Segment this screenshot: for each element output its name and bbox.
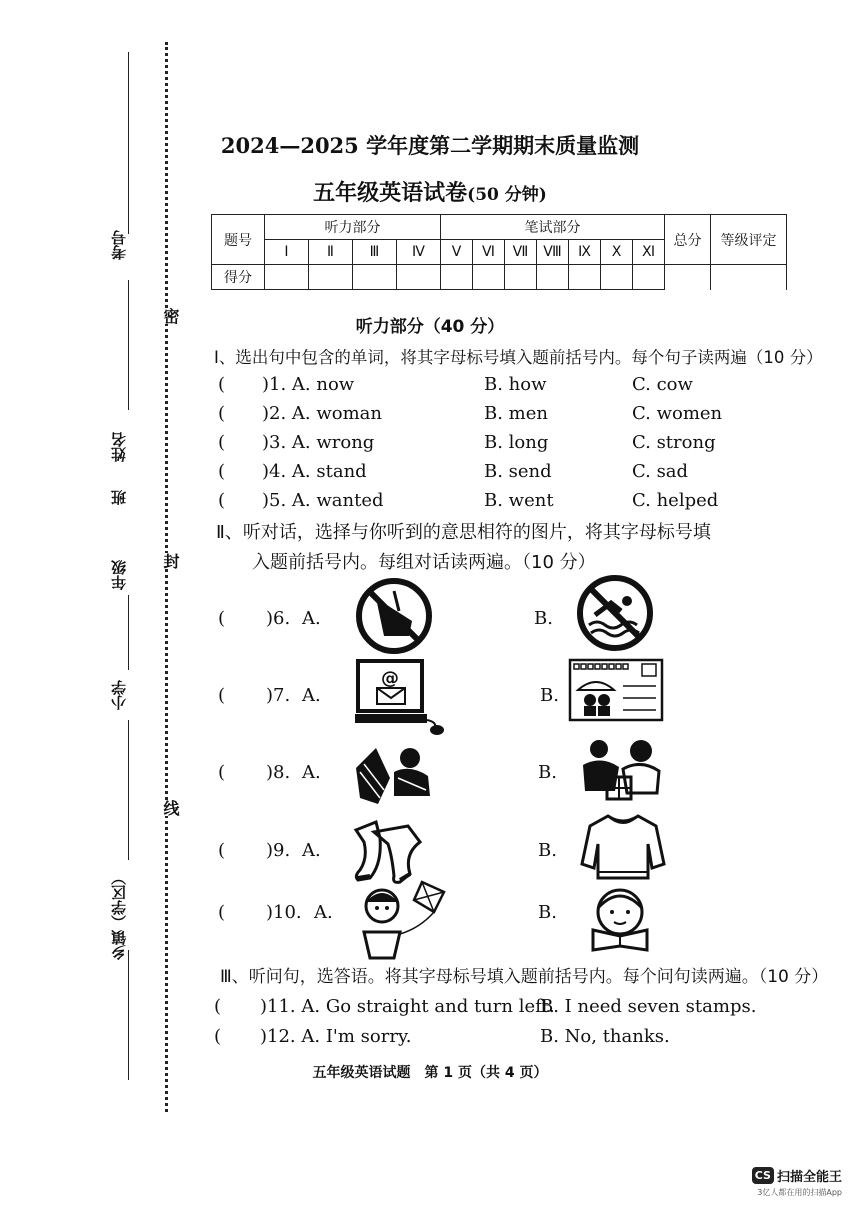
option-c: C. strong (632, 432, 716, 453)
option-b: B. No, thanks. (540, 1026, 670, 1047)
col-5: Ⅴ (441, 240, 473, 265)
option-a: )1. A. now (262, 374, 355, 395)
col-6: Ⅵ (473, 240, 505, 265)
score-cell[interactable] (601, 265, 633, 290)
score-row-label: 得分 (212, 265, 265, 290)
answer-paren[interactable]: ( (214, 996, 222, 1017)
col-1: Ⅰ (265, 240, 309, 265)
col-9: Ⅸ (569, 240, 601, 265)
scanner-watermark (752, 1165, 842, 1198)
page-footer: 五年级英语试题 第 1 页（共 4 页） (312, 1065, 548, 1081)
score-cell[interactable] (537, 265, 569, 290)
answer-paren[interactable]: ( (218, 432, 226, 453)
grade-label: 年级 (110, 560, 128, 590)
option-b: B. went (484, 490, 554, 511)
option-c: C. helped (632, 490, 719, 511)
col-3: Ⅲ (353, 240, 397, 265)
option-b-label: B. (538, 840, 557, 861)
seal-char-mi: 密 (161, 308, 180, 324)
answer-paren[interactable]: ( (218, 685, 226, 706)
answer-paren[interactable]: ( (218, 902, 226, 923)
no-swimming-icon (575, 573, 655, 653)
option-b-label: B. (534, 608, 553, 629)
postcard-icon (568, 658, 664, 722)
option-b: B. I need seven stamps. (540, 996, 757, 1017)
gifts-picture (575, 735, 665, 807)
exam-subtitle: 五年级英语试卷(50 分钟) (313, 180, 547, 206)
score-cell[interactable] (265, 265, 309, 290)
section2-instruction-line2: 入题前括号内。每组对话读两遍。（10 分） (252, 552, 596, 573)
option-a: )4. A. stand (262, 461, 367, 482)
question-number: )10. (266, 902, 302, 923)
class-label: 班 (110, 490, 128, 505)
section1-instruction: Ⅰ、选出句中包含的单词，将其字母标号填入题前括号内。每个句子读两遍（10 分） (214, 348, 823, 367)
score-cell[interactable] (569, 265, 601, 290)
answer-paren[interactable]: ( (218, 461, 226, 482)
answer-paren[interactable]: ( (218, 608, 226, 629)
col-7: Ⅶ (505, 240, 537, 265)
option-b: B. long (484, 432, 549, 453)
answer-paren[interactable]: ( (218, 374, 226, 395)
name-label: 姓名 (110, 432, 128, 462)
option-b: B. men (484, 403, 548, 424)
answer-paren[interactable]: ( (218, 762, 226, 783)
option-a-label: A. (314, 902, 333, 923)
township-label: 乡镇（学区） (110, 870, 128, 960)
binding-line (128, 720, 129, 860)
question-number: )8. (266, 762, 291, 783)
answer-paren[interactable]: ( (214, 1026, 222, 1047)
score-cell[interactable] (397, 265, 441, 290)
answer-paren[interactable]: ( (218, 840, 226, 861)
grade-cell[interactable] (711, 265, 787, 290)
question-number: )7. (266, 685, 291, 706)
option-b-label: B. (540, 685, 559, 706)
question-number-label: 题号 (212, 215, 265, 265)
option-b: B. how (484, 374, 547, 395)
seal-char-feng: 封 (161, 553, 180, 569)
no-fishing-icon (354, 576, 434, 656)
exam-number-label: 考号 (110, 230, 128, 260)
kite-girl-picture (350, 878, 448, 960)
watermark-tagline: 3亿人都在用的扫描App (757, 1188, 842, 1197)
option-a-label: A. (302, 840, 321, 861)
col-4: Ⅳ (397, 240, 441, 265)
score-cell[interactable] (309, 265, 353, 290)
seal-char-xian: 线 (161, 800, 180, 816)
option-a: )12. A. I'm sorry. (260, 1026, 412, 1047)
writing-group-header: 笔试部分 (441, 215, 665, 240)
question-number: )9. (266, 840, 291, 861)
binding-line (128, 595, 129, 670)
total-cell[interactable] (665, 265, 711, 290)
reading-girl-picture (583, 886, 657, 952)
listening-heading: 听力部分（40 分） (355, 317, 505, 337)
option-b: B. send (484, 461, 552, 482)
option-c: C. sad (632, 461, 689, 482)
option-a: )11. A. Go straight and turn left. (260, 996, 555, 1017)
option-a-label: A. (302, 608, 321, 629)
grade-header: 等级评定 (711, 215, 787, 265)
sweater-picture (580, 812, 666, 884)
score-cell[interactable] (633, 265, 665, 290)
col-8: Ⅷ (537, 240, 569, 265)
binding-line (128, 950, 129, 1080)
option-b-label: B. (538, 762, 557, 783)
email-computer-icon (355, 658, 450, 736)
binding-line (128, 280, 129, 410)
dress-picture (350, 738, 434, 810)
answer-paren[interactable]: ( (218, 403, 226, 424)
section2-instruction-line1: Ⅱ、听对话，选择与你听到的意思相符的图片，将其字母标号填 (216, 522, 711, 543)
email-at-symbol: @ (381, 668, 399, 689)
option-c: C. women (632, 403, 723, 424)
score-cell[interactable] (353, 265, 397, 290)
option-a: )5. A. wanted (262, 490, 384, 511)
option-c: C. cow (632, 374, 693, 395)
score-table (211, 214, 787, 290)
total-header: 总分 (665, 215, 711, 265)
question-number: )6. (266, 608, 291, 629)
col-11: Ⅺ (633, 240, 665, 265)
option-a-label: A. (302, 685, 321, 706)
camscanner-badge-icon: CS (752, 1167, 774, 1184)
listening-group-header: 听力部分 (265, 215, 441, 240)
watermark-name: 扫描全能王 (776, 1170, 842, 1185)
col-2: Ⅱ (309, 240, 353, 265)
score-cell[interactable] (473, 265, 505, 290)
option-a: )3. A. wrong (262, 432, 375, 453)
score-cell[interactable] (505, 265, 537, 290)
section3-instruction: Ⅲ、听问句，选答语。将其字母标号填入题前括号内。每个问句读两遍。（10 分） (220, 967, 829, 987)
col-10: Ⅹ (601, 240, 633, 265)
option-a: )2. A. woman (262, 403, 382, 424)
answer-paren[interactable]: ( (218, 490, 226, 511)
option-a-label: A. (302, 762, 321, 783)
exam-title: 2024—2025 学年度第二学期期末质量监测 (220, 133, 640, 158)
score-cell[interactable] (441, 265, 473, 290)
school-label: 小学 (110, 680, 128, 710)
option-b-label: B. (538, 902, 557, 923)
